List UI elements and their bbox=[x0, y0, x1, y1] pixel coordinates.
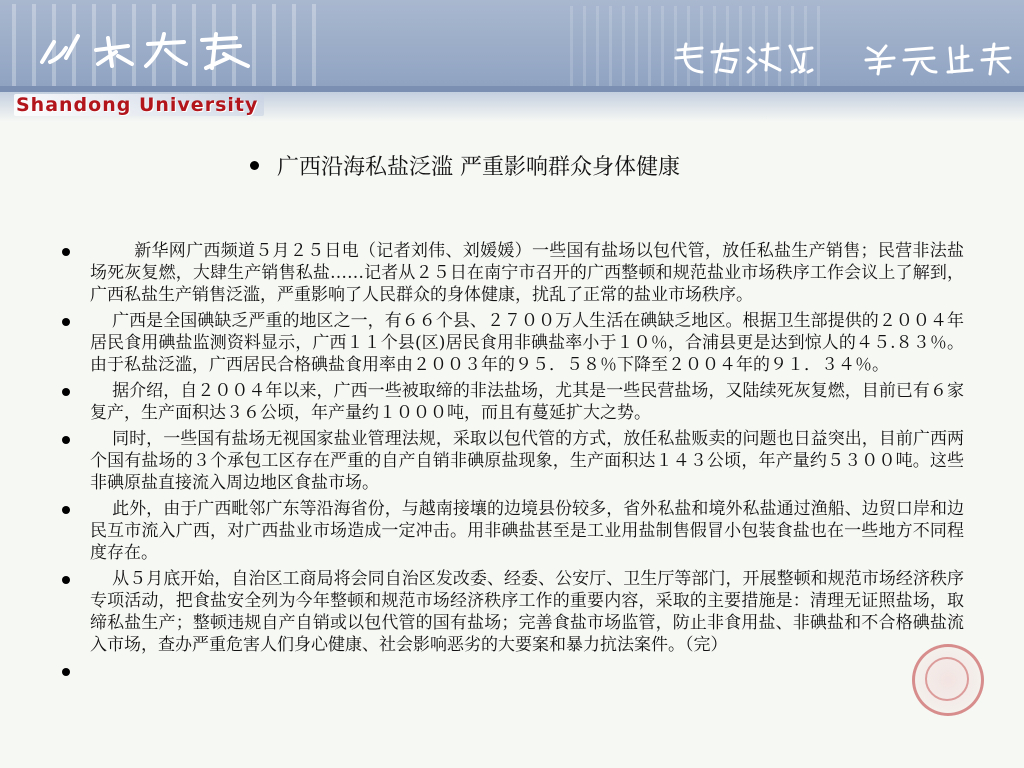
bullet-icon bbox=[250, 161, 259, 170]
slide-title: 广西沿海私盐泛滥 严重影响群众身体健康 bbox=[277, 155, 680, 180]
university-seal-watermark bbox=[912, 644, 984, 716]
paragraph-text: 同时，一些国有盐场无视国家盐业管理法规，采取以包代管的方式，放任私盐贩卖的问题也日益突出，目前广西两个国有盐场的３个承包工区存在严重的自产自销非碘原盐现象，生产面积达１４３公顷，年产量约５３００吨。这些非碘原盐直接流入周边地区食盐市场。 bbox=[90, 429, 964, 493]
university-calligraphy-logo bbox=[36, 28, 256, 72]
paragraph-text: 广西是全国碘缺乏严重的地区之一，有６６个县、２７００万人生活在碘缺乏地区。根据卫生部提供的２００４年居民食用碘盐监测资料显示，广西１１个县(区)居民食用非碘盐率小于１０％，合浦县更是达到惊人的４５.８３％。由于私盐泛滥，广西居民合格碘盐食用率由２００３年的９５．５８％下降至２００４年的９１．３４％。 bbox=[90, 311, 964, 375]
header-banner bbox=[0, 0, 1024, 92]
list-item bbox=[58, 498, 964, 564]
bullet-icon bbox=[62, 318, 70, 326]
slide-title-row bbox=[250, 150, 680, 181]
list-item bbox=[58, 240, 964, 306]
paragraph-text: 此外，由于广西毗邻广东等沿海省份，与越南接壤的边境县份较多，省外私盐和境外私盐通过渔船、边贸口岸和边民互市流入广西，对广西盐业市场造成一定冲击。用非碘盐甚至是工业用盐制售假冒小包装食盐也在一些地方不同程度存在。 bbox=[90, 499, 964, 563]
bullet-icon bbox=[62, 668, 70, 676]
bullet-icon bbox=[62, 436, 70, 444]
list-item bbox=[58, 428, 964, 494]
paragraph-text: 新华网广西频道５月２５日电（记者刘伟、刘媛媛）一些国有盐场以包代管，放任私盐生产销售；民营非法盐场死灰复燃，大肆生产销售私盐……记者从２５日在南宁市召开的广西整顿和规范盐业市场秩序工作会议上了解到，广西私盐生产销售泛滥，严重影响了人民群众的身体健康，扰乱了正常的盐业市场秩序。 bbox=[90, 241, 964, 305]
bullet-icon bbox=[62, 248, 70, 256]
paragraph-text: 据介绍，自２００４年以来，广西一些被取缔的非法盐场，尤其是一些民营盐场，又陆续死灰复燃，目前已有６家复产，生产面积达３６公顷，年产量约１０００吨，而且有蔓延扩大之势。 bbox=[90, 381, 964, 423]
list-item bbox=[58, 568, 964, 656]
slide-body bbox=[58, 240, 964, 660]
list-item bbox=[58, 380, 964, 424]
list-item bbox=[58, 310, 964, 376]
bullet-icon bbox=[62, 576, 70, 584]
bullet-icon bbox=[62, 506, 70, 514]
motto-calligraphy bbox=[672, 40, 1012, 76]
bullet-icon bbox=[62, 388, 70, 396]
university-english-name: Shandong University bbox=[14, 94, 264, 116]
paragraph-text: 从５月底开始，自治区工商局将会同自治区发改委、经委、公安厅、卫生厅等部门，开展整顿和规范市场经济秩序专项活动，把食盐安全列为今年整顿和规范市场经济秩序工作的重要内容，采取的主要措施是：清理无证照盐场，取缔私盐生产；整顿违规自产自销或以包代管的国有盐场；完善食盐市场监管，防止非食用盐、非碘盐和不合格碘盐流入市场，查办严重危害人们身心健康、社会影响恶劣的大要案和暴力抗法案件。（完） bbox=[90, 569, 964, 655]
